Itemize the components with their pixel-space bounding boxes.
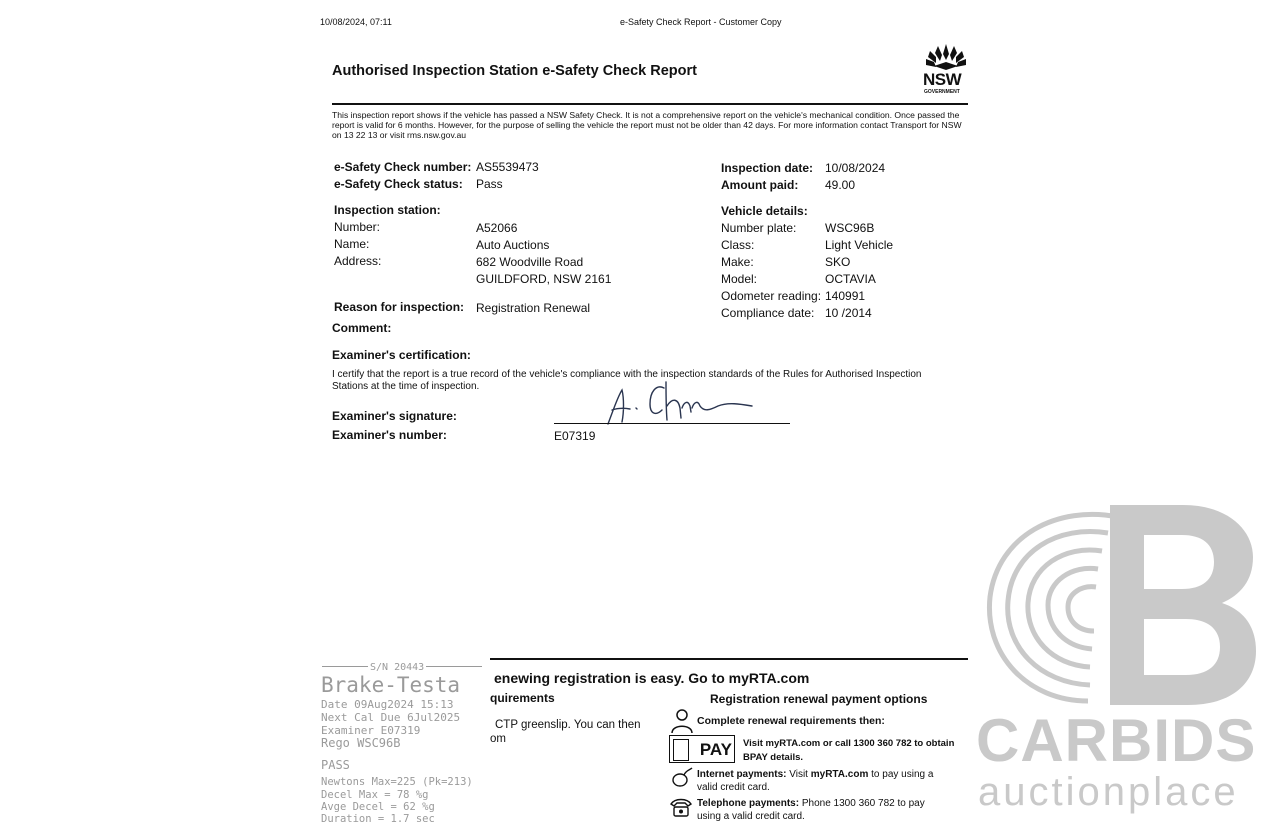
station-name-value: Auto Auctions <box>476 238 550 252</box>
bpay-info-line1: Visit myRTA.com or call 1300 360 782 to obtain <box>743 738 955 749</box>
reason-label: Reason for inspection: <box>334 300 465 314</box>
carbids-logo-mark <box>978 505 1258 705</box>
requirements-text-1: CTP greenslip. You can then <box>495 719 641 731</box>
person-icon <box>670 708 694 734</box>
telephone-text: Phone 1300 360 782 to pay <box>801 798 925 809</box>
internet-text-a: Visit <box>789 769 808 780</box>
internet-text-2: valid credit card. <box>697 782 770 793</box>
examiner-signature <box>600 378 760 428</box>
model-label: Model: <box>721 272 758 286</box>
station-number-label: Number: <box>334 220 381 234</box>
title-rule <box>332 103 968 105</box>
internet-text-b: to pay using a <box>871 769 934 780</box>
signature-line <box>554 423 790 424</box>
receipt-brand: Brake-Testa <box>321 673 461 697</box>
watermark-brand: CARBIDS <box>976 707 1257 774</box>
renewal-heading: enewing registration is easy. Go to myRTA.com <box>494 670 810 686</box>
reason-value: Registration Renewal <box>476 301 591 315</box>
inspection-date-label: Inspection date: <box>721 161 814 175</box>
station-heading: Inspection station: <box>334 203 441 217</box>
intro-paragraph: This inspection report shows if the vehicle has passed a NSW Safety Check. It is not a comprehensive report on the vehicle's mechanical condition. Once passed the report is valid for 6 months. However, for the purpose of selling the vehicle the report must not be older than 42 days. For more information contact Transport for NSW on 13 22 13 or visit rms.nsw.gov.au <box>332 110 962 140</box>
bpay-logo-text: PAY <box>699 740 732 759</box>
station-address-line1: 682 Woodville Road <box>476 255 584 269</box>
inspection-date-value: 10/08/2024 <box>825 161 886 175</box>
signature-label: Examiner's signature: <box>332 409 457 423</box>
odometer-value: 140991 <box>825 289 866 303</box>
station-address-line2: GUILDFORD, NSW 2161 <box>476 272 612 286</box>
waratah-icon <box>918 40 974 72</box>
station-name-label: Name: <box>334 237 370 251</box>
bottom-rule <box>490 658 968 660</box>
telephone-text-2: using a valid credit card. <box>697 811 805 822</box>
make-value: SKO <box>825 255 851 269</box>
bpay-b-icon <box>673 739 689 761</box>
station-number-value: A52066 <box>476 221 518 235</box>
check-number-label: e-Safety Check number: <box>334 160 472 174</box>
logo-subtext: GOVERNMENT <box>924 89 960 95</box>
certification-text: I certify that the report is a true record of the vehicle's compliance with the inspection standards of the Rules for Authorised Inspection Stations at the time of inspection. <box>332 369 922 392</box>
check-number-value: AS5539473 <box>476 160 539 174</box>
internet-payments-label: Internet payments: <box>697 769 787 780</box>
odometer-label: Odometer reading: <box>721 289 822 303</box>
plate-value: WSC96B <box>825 221 875 235</box>
mouse-icon <box>670 766 694 788</box>
receipt-result: PASS <box>321 758 350 772</box>
receipt-avge-decel: Avge Decel = 62 %g <box>321 801 435 813</box>
model-value: OCTAVIA <box>825 272 876 286</box>
receipt-date: Date 09Aug2024 15:13 <box>321 698 454 711</box>
make-label: Make: <box>721 255 754 269</box>
telephone-payments-label: Telephone payments: <box>697 798 800 809</box>
receipt-decel-max: Decel Max = 78 %g <box>321 789 429 801</box>
compliance-value: 10 /2014 <box>825 306 872 320</box>
comment-label: Comment: <box>332 321 392 335</box>
class-value: Light Vehicle <box>825 238 894 252</box>
complete-requirements-text: Complete renewal requirements then: <box>697 715 885 727</box>
receipt-duration: Duration = 1.7 sec <box>321 813 435 825</box>
brake-test-receipt <box>318 660 488 830</box>
bpay-logo <box>669 735 735 763</box>
check-status-value: Pass <box>476 177 503 191</box>
print-datetime: 10/08/2024, 07:11 <box>320 17 392 27</box>
telephone-icon <box>669 796 693 818</box>
requirements-text-2: om <box>490 733 506 745</box>
examiner-number-value: E07319 <box>554 429 596 443</box>
vehicle-heading: Vehicle details: <box>721 204 808 218</box>
nsw-government-logo <box>918 40 974 100</box>
receipt-serial: S/N 20443 <box>370 662 425 673</box>
watermark-tagline: auctionplace <box>978 770 1239 814</box>
receipt-examiner: Examiner E07319 <box>321 724 421 737</box>
class-label: Class: <box>721 238 755 252</box>
myrta-link[interactable]: myRTA.com <box>810 769 869 780</box>
examiner-number-label: Examiner's number: <box>332 428 447 442</box>
amount-paid-value: 49.00 <box>825 178 856 192</box>
plate-label: Number plate: <box>721 221 797 235</box>
certification-heading: Examiner's certification: <box>332 348 471 362</box>
receipt-rego: Rego WSC96B <box>321 736 401 750</box>
receipt-next-cal: Next Cal Due 6Jul2025 <box>321 711 461 724</box>
payment-options-heading: Registration renewal payment options <box>710 692 928 706</box>
check-status-label: e-Safety Check status: <box>334 177 463 191</box>
document-title: e-Safety Check Report - Customer Copy <box>620 17 782 27</box>
bpay-info-line2: BPAY details. <box>743 752 804 763</box>
station-address-label: Address: <box>334 254 382 268</box>
logo-text: NSW <box>923 70 962 89</box>
compliance-label: Compliance date: <box>721 306 815 320</box>
amount-paid-label: Amount paid: <box>721 178 799 192</box>
receipt-newtons: Newtons Max=225 (Pk=213) <box>321 776 473 788</box>
report-title: Authorised Inspection Station e-Safety Check Report <box>332 63 697 79</box>
requirements-subheading: quirements <box>490 691 555 705</box>
